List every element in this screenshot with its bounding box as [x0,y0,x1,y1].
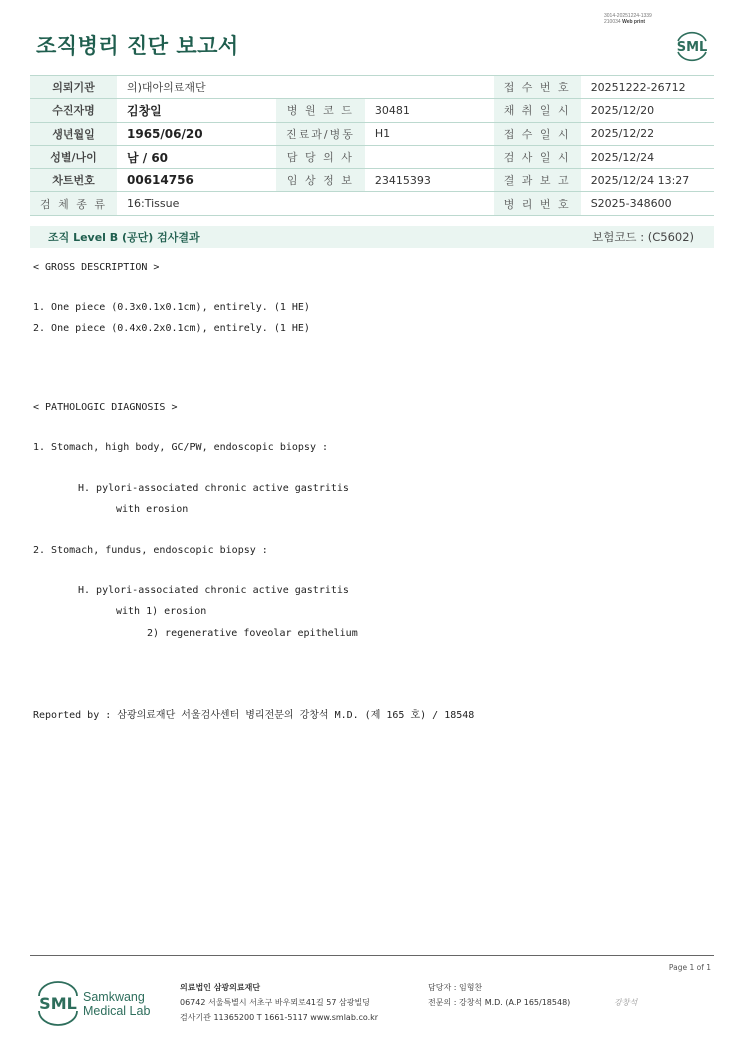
footer-staff: 담당자 : 임형찬 [428,983,483,992]
reported-by: Reported by : 삼광의료재단 서울검사센터 병리전문의 강창석 M.D. (제 165 호) / 18548 [33,710,475,721]
footer-divider [30,955,714,956]
info-label: 수진자명 [30,99,117,122]
gross-line-2: 2. One piece (0.4x0.2x0.1cm), entirely. (1 HE) [33,323,310,334]
info-row [30,76,714,99]
info-value: H1 [365,122,494,145]
info-value: 2025/12/24 13:27 [581,169,714,192]
footer-logo-sml: SML [39,994,77,1013]
diagnosis-2-line-3: 2) regenerative foveolar epithelium [147,628,358,639]
info-row [30,99,714,122]
footer-org-info [180,980,378,1025]
gross-line-1: 1. One piece (0.3x0.1x0.1cm), entirely. (1 HE) [33,302,310,313]
patient-info-table [30,75,714,216]
footer-logo-line1: Samkwang [83,990,145,1004]
info-label: 접 수 일 시 [494,122,581,145]
print-meta-line2: 210034 Web print [604,19,646,25]
info-label: 검 체 종 류 [30,192,117,215]
sml-logo-text: SML [676,40,708,55]
info-label: 생년월일 [30,122,117,145]
section-title: 조직 Level B (공단) 검사결과 [48,231,200,244]
info-value: S2025-348600 [581,192,714,215]
diagnosis-2-line-1: H. pylori-associated chronic active gastritis [78,585,349,596]
print-meta [604,13,652,25]
info-value: 16:Tissue [117,192,276,215]
info-empty-cell [276,192,365,215]
footer-specialist: 전문의 : 강창석 M.D. (A.P 165/18548) [428,998,571,1007]
info-label: 결 과 보 고 [494,169,581,192]
info-value [365,145,494,168]
footer-staff-info [428,980,570,1010]
sml-logo-icon [672,26,712,64]
info-label: 의뢰기관 [30,76,117,99]
info-label: 병 리 번 호 [494,192,581,215]
info-value: 2025/12/22 [581,122,714,145]
diagnosis-1-line-2: with erosion [116,504,189,515]
insurance-code: 보험코드 : (C5602) [592,230,694,244]
result-section-bar [30,226,714,248]
info-value: 김창일 [117,99,276,122]
info-empty-cell [276,76,365,99]
info-value: 2025/12/20 [581,99,714,122]
info-label: 접 수 번 호 [494,76,581,99]
info-empty-cell [365,76,494,99]
info-row [30,122,714,145]
footer-org-name: 의료법인 삼광의료재단 [180,983,261,992]
info-label: 채 취 일 시 [494,99,581,122]
gross-heading: < GROSS DESCRIPTION > [33,262,160,273]
diagnosis-2-site: 2. Stomach, fundus, endoscopic biopsy : [33,545,268,556]
info-label: 임 상 정 보 [276,169,365,192]
info-label: 진료과/병동 [276,122,365,145]
info-value: 00614756 [117,169,276,192]
info-value: 2025/12/24 [581,145,714,168]
diagnosis-1-line-1: H. pylori-associated chronic active gastritis [78,483,349,494]
print-meta-line1: 3014-20251224-1339 [604,13,652,19]
diagnosis-heading: < PATHOLOGIC DIAGNOSIS > [33,402,178,413]
info-value: 23415393 [365,169,494,192]
samkwang-logo-icon [36,980,161,1026]
info-label: 성별/나이 [30,145,117,168]
footer-address: 06742 서울특별시 서초구 바우뫼로41길 57 삼광빌딩 [180,998,370,1007]
page-number: Page 1 of 1 [668,963,711,972]
info-value: 30481 [365,99,494,122]
footer-logo-line2: Medical Lab [83,1004,151,1018]
info-value: 1965/06/20 [117,122,276,145]
diagnosis-1-site: 1. Stomach, high body, GC/PW, endoscopic biopsy : [33,442,329,453]
info-row [30,169,714,192]
info-value: 20251222-26712 [581,76,714,99]
diagnosis-2-line-2: with 1) erosion [116,606,207,617]
info-label: 병 원 코 드 [276,99,365,122]
info-label: 검 사 일 시 [494,145,581,168]
footer-contact: 검사기관 11365200 T 1661-5117 www.smlab.co.kr [180,1013,379,1022]
info-label: 담 당 의 사 [276,145,365,168]
specialist-signature: 강창석 [614,998,638,1007]
info-value: 의)대아의료재단 [117,76,276,99]
info-row [30,192,714,215]
info-row [30,145,714,168]
info-value: 남 / 60 [117,145,276,168]
info-empty-cell [365,192,494,215]
info-label: 차트번호 [30,169,117,192]
page-title: 조직병리 진단 보고서 [36,34,239,58]
